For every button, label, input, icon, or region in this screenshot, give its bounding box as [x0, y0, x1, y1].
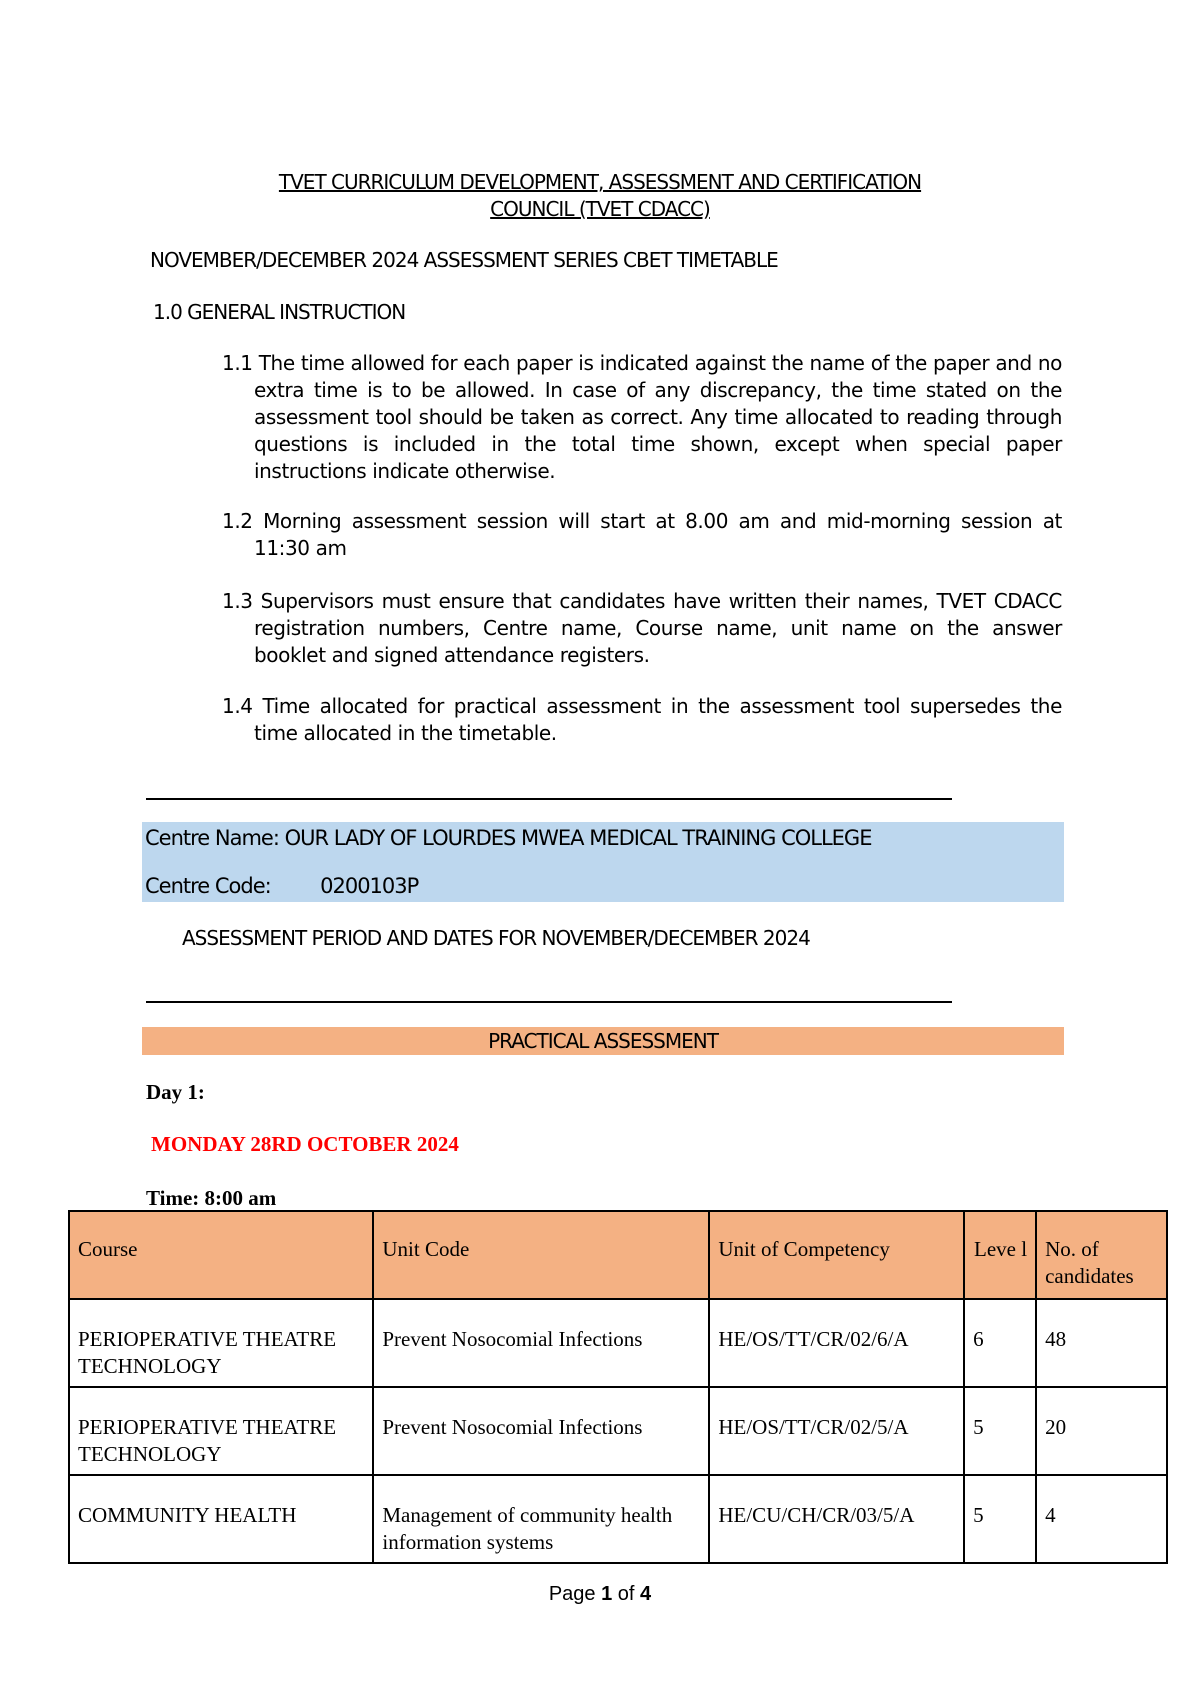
period-title: ASSESSMENT PERIOD AND DATES FOR NOVEMBER/DECEMBER 2024	[182, 926, 810, 950]
centre-info-box	[142, 822, 1064, 902]
footer-of-word: of	[617, 1583, 635, 1605]
instruction-number: 1.1	[222, 351, 253, 375]
cell-unit-code: Prevent Nosocomial Infections	[373, 1299, 709, 1387]
footer-page-number: 1	[601, 1583, 613, 1605]
cell-level: 5	[964, 1387, 1036, 1475]
doc-title-line1: TVET CURRICULUM DEVELOPMENT, ASSESSMENT AND CERTIFICATION	[278, 170, 922, 194]
instruction-1-4	[222, 693, 1062, 747]
instruction-text: Morning assessment session will start at 8.00 am and mid-morning session at 11:30 am	[254, 509, 1062, 560]
centre-code-line	[145, 874, 418, 898]
centre-code-label: Centre Code:	[145, 874, 271, 898]
centre-name-label: Centre Name:	[145, 826, 279, 850]
table-header-row	[69, 1211, 1167, 1299]
table-row	[69, 1475, 1167, 1563]
instruction-number: 1.2	[222, 509, 253, 533]
instruction-1-3	[222, 588, 1062, 669]
cell-course: PERIOPERATIVE THEATRE TECHNOLOGY	[69, 1387, 373, 1475]
day-label: Day 1:	[146, 1080, 205, 1104]
cell-candidates: 4	[1036, 1475, 1167, 1563]
cell-course: PERIOPERATIVE THEATRE TECHNOLOGY	[69, 1299, 373, 1387]
centre-name-line	[145, 826, 871, 850]
centre-code-value: 0200103P	[320, 874, 419, 898]
practical-assessment-heading: PRACTICAL ASSESSMENT	[142, 1027, 1064, 1055]
general-instruction-heading: 1.0 GENERAL INSTRUCTION	[153, 300, 406, 324]
col-candidates: No. of candidates	[1036, 1211, 1167, 1299]
instruction-text: The time allowed for each paper is indicated against the name of the paper and no extra time is to be allowed. In case of any discrepancy, the time stated on the assessment tool should be taken as correct. Any time allocated to reading through questions is included in the total time shown, except when special paper instructions indicate otherwise.	[254, 351, 1062, 483]
divider-rule	[146, 798, 952, 800]
cell-unit-of-competency: HE/OS/TT/CR/02/5/A	[709, 1387, 964, 1475]
divider-rule	[146, 1001, 952, 1003]
instruction-1-1	[222, 350, 1062, 485]
col-unit-code: Unit Code	[373, 1211, 709, 1299]
cell-level: 6	[964, 1299, 1036, 1387]
page-footer	[0, 1583, 1200, 1606]
footer-total-pages: 4	[640, 1583, 652, 1605]
col-course: Course	[69, 1211, 373, 1299]
footer-page-word: Page	[548, 1583, 596, 1605]
day-date: MONDAY 28RD OCTOBER 2024	[151, 1132, 459, 1156]
instruction-number: 1.4	[222, 694, 253, 718]
cell-level: 5	[964, 1475, 1036, 1563]
doc-title-line2: COUNCIL (TVET CDACC)	[490, 197, 710, 221]
instruction-text: Supervisors must ensure that candidates have written their names, TVET CDACC registration numbers, Centre name, Course name, unit name on the answer booklet and signed attendance registers.	[254, 589, 1062, 667]
cell-candidates: 48	[1036, 1299, 1167, 1387]
instruction-number: 1.3	[222, 589, 253, 613]
series-title: NOVEMBER/DECEMBER 2024 ASSESSMENT SERIES CBET TIMETABLE	[150, 248, 778, 272]
cell-unit-of-competency: HE/CU/CH/CR/03/5/A	[709, 1475, 964, 1563]
cell-candidates: 20	[1036, 1387, 1167, 1475]
instruction-1-2	[222, 508, 1062, 562]
col-unit-of-competency: Unit of Competency	[709, 1211, 964, 1299]
col-level: Leve l	[964, 1211, 1036, 1299]
cell-unit-code: Management of community health information systems	[373, 1475, 709, 1563]
instruction-text: Time allocated for practical assessment in the assessment tool supersedes the time allocated in the timetable.	[254, 694, 1062, 745]
cell-course: COMMUNITY HEALTH	[69, 1475, 373, 1563]
table-row	[69, 1299, 1167, 1387]
cell-unit-of-competency: HE/OS/TT/CR/02/6/A	[709, 1299, 964, 1387]
cell-unit-code: Prevent Nosocomial Infections	[373, 1387, 709, 1475]
centre-name-value: OUR LADY OF LOURDES MWEA MEDICAL TRAINING COLLEGE	[284, 826, 872, 850]
table-row	[69, 1387, 1167, 1475]
session-time: Time: 8:00 am	[146, 1186, 277, 1210]
timetable	[68, 1210, 1168, 1564]
